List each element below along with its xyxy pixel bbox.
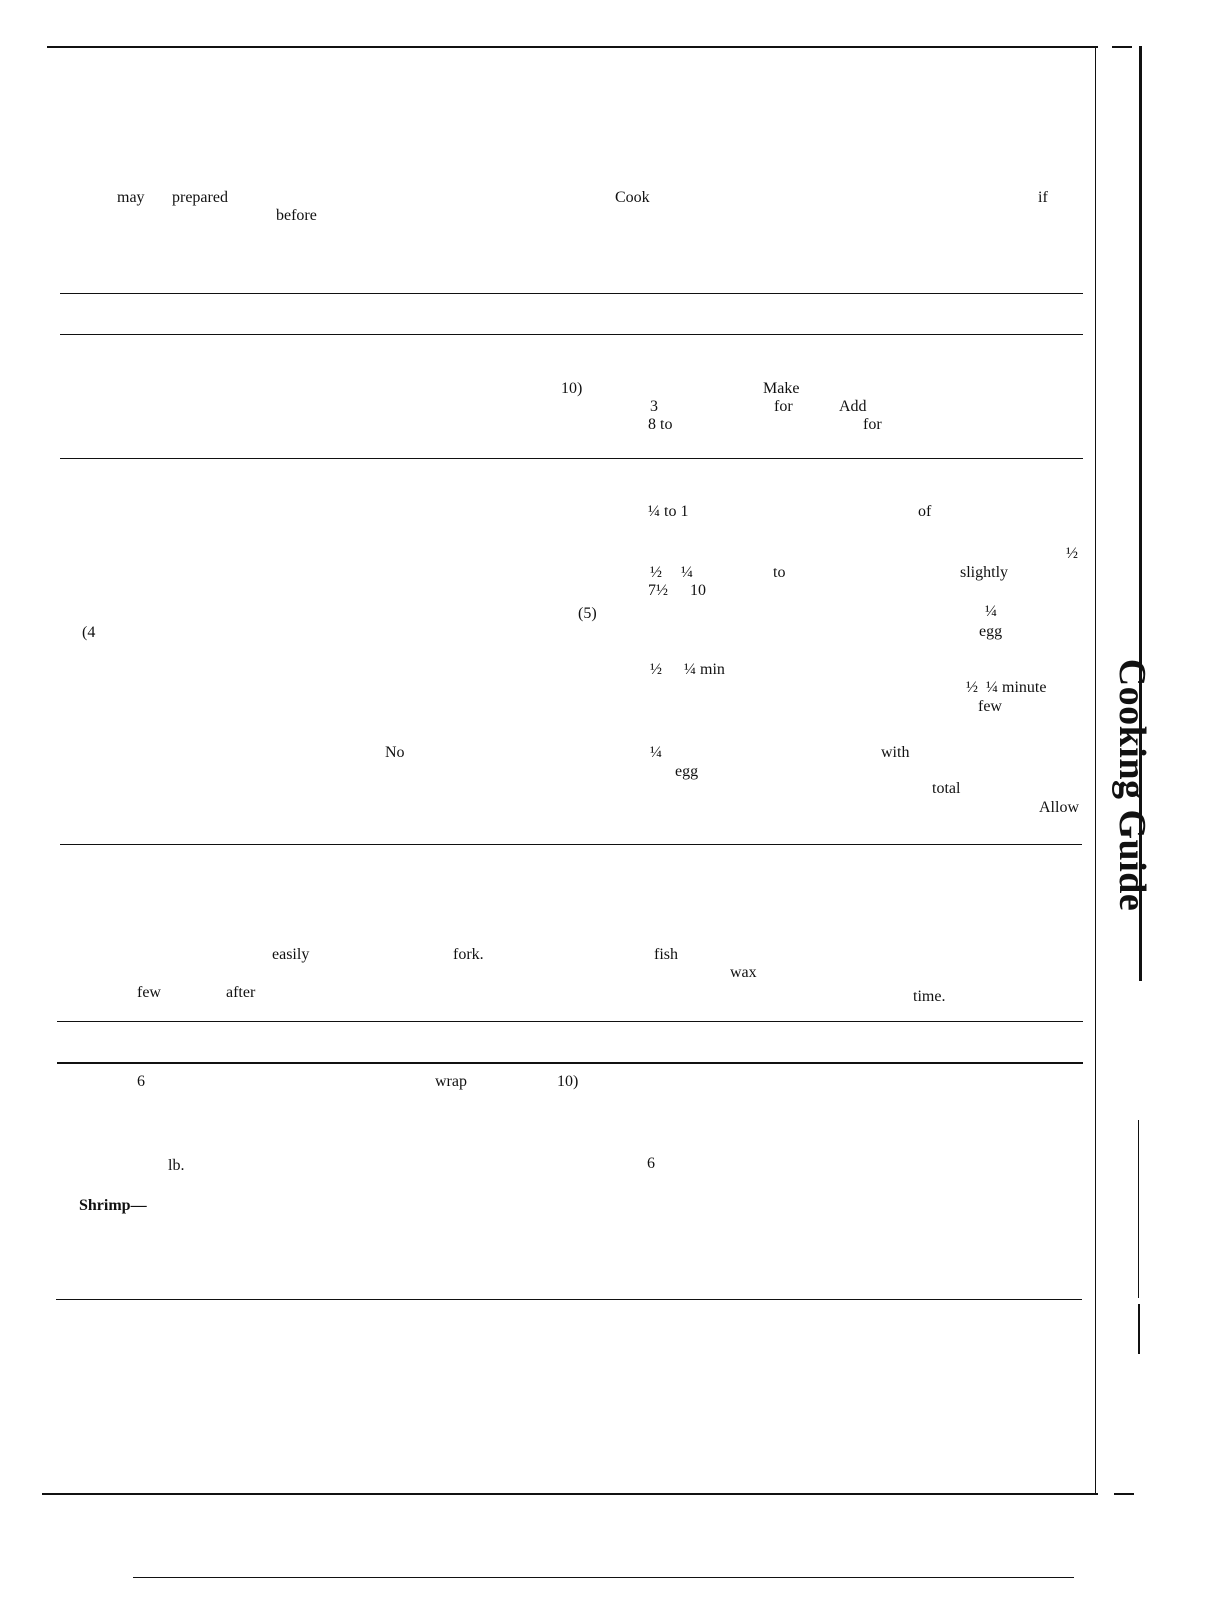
row-divider-1 [60, 293, 1083, 294]
tab-bar-mid [1138, 1120, 1139, 1298]
text-lb: lb. [168, 1157, 185, 1174]
text-add: Add [839, 398, 867, 415]
text-for-2: for [863, 416, 882, 433]
text-no: No [385, 744, 405, 761]
text-seven-half: 7½ [648, 582, 668, 599]
text-six-1: 6 [137, 1073, 145, 1090]
bottom-rule-tab [1114, 1493, 1134, 1495]
text-quarter-3: ¼ [650, 744, 662, 761]
text-for-1: for [774, 398, 793, 415]
text-ten-2: 10 [690, 582, 706, 599]
row-divider-4 [60, 844, 1082, 845]
text-quarter-min: ¼ min [684, 661, 725, 678]
text-total: total [932, 780, 961, 797]
footer-rule [133, 1577, 1074, 1578]
text-before: before [276, 207, 317, 224]
top-rule [47, 46, 1098, 48]
text-to-1: to [773, 564, 786, 581]
text-wax: wax [730, 964, 757, 981]
text-fish: fish [654, 946, 678, 963]
text-half-4: ½ [966, 679, 978, 696]
text-make: Make [763, 380, 800, 397]
text-wrap: wrap [435, 1073, 467, 1090]
text-may: may [117, 189, 145, 206]
top-rule-tab [1112, 46, 1132, 48]
text-fork: fork. [453, 946, 484, 963]
text-egg-1: egg [979, 623, 1003, 640]
text-with: with [881, 744, 910, 761]
text-few-1: few [978, 698, 1002, 715]
text-five: (5) [578, 605, 597, 622]
row-divider-2 [60, 334, 1083, 335]
text-half-3: ½ [650, 661, 662, 678]
text-four: (4 [82, 624, 96, 641]
tab-bar-lower [1138, 1304, 1140, 1354]
text-few-2: few [137, 984, 161, 1001]
text-quarter-1: ¼ [681, 564, 693, 581]
text-quarter-2: ¼ [985, 603, 997, 620]
text-slightly: slightly [960, 564, 1009, 581]
text-ten-1: 10) [561, 380, 583, 397]
side-tab-title: Cooking Guide [1111, 658, 1153, 912]
text-after: after [226, 984, 256, 1001]
text-shrimp: Shrimp— [79, 1197, 147, 1214]
text-ten-3: 10) [557, 1073, 579, 1090]
text-time: time. [913, 988, 946, 1005]
page-edge-line [1095, 46, 1096, 1495]
text-cook: Cook [615, 189, 650, 206]
row-divider-7 [56, 1299, 1082, 1300]
text-quarter-minute: ¼ minute [986, 679, 1047, 696]
text-half-1: ½ [1066, 545, 1078, 562]
text-if: if [1038, 189, 1048, 206]
text-of: of [918, 503, 932, 520]
bottom-rule [42, 1493, 1098, 1495]
row-divider-6 [57, 1062, 1083, 1064]
row-divider-3 [60, 458, 1083, 459]
text-prepared: prepared [172, 189, 228, 206]
text-half-2: ½ [650, 564, 662, 581]
text-six-2: 6 [647, 1155, 655, 1172]
row-divider-5 [57, 1021, 1083, 1022]
text-quarter-to-1: ¼ to 1 [648, 503, 689, 520]
text-three: 3 [650, 398, 658, 415]
text-egg-2: egg [675, 763, 699, 780]
text-eight-to: 8 to [648, 416, 673, 433]
text-allow: Allow [1039, 799, 1079, 816]
text-easily: easily [272, 946, 310, 963]
